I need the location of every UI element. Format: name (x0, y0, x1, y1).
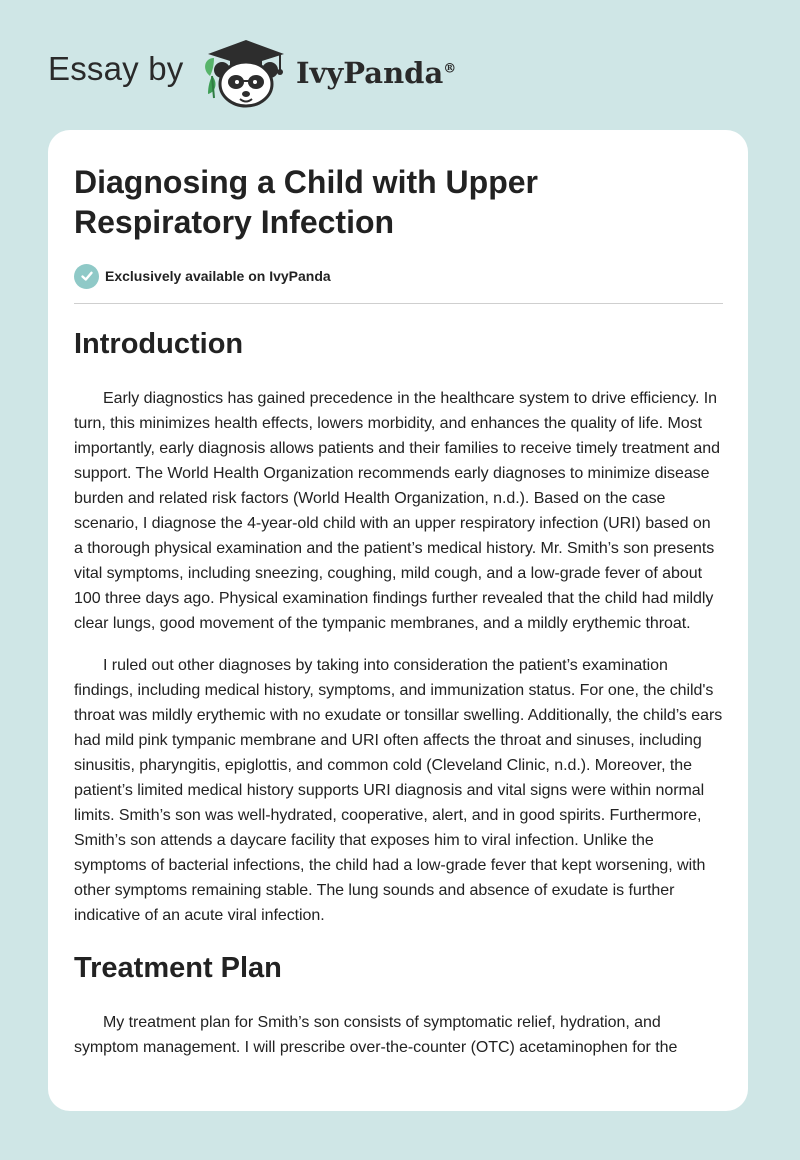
exclusive-badge (74, 264, 331, 288)
paragraph: I ruled out other diagnoses by taking into consideration the patient’s examination findings, including medical history, symptoms, and immunization status. For one, the child's throat was mildly erythemic with no exudate or tonsillar swelling. Additionally, the child’s ears had mild pink tympanic membrane and URI often affects the throat and sinuses, including sinusitis, pharyngitis, epiglottis, and common cold (Cleveland Clinic, n.d.). Moreover, the patient’s limited medical history supports URI diagnosis and vital signs were within normal limits. Smith’s son was well-hydrated, cooperative, alert, and in good spirits. Furthermore, Smith’s son attends a daycare facility that exposes him to viral infection. Unlike the symptoms of bacterial infections, the child had a low-grade fever that kept worsening, with other symptoms remaining stable. The lung sounds and absence of exudate is further indicative of an acute viral infection. (74, 657, 723, 924)
brand-name: IvyPanda (296, 56, 444, 90)
essay-card (48, 130, 748, 1111)
essay-by-label: Essay by (48, 50, 184, 87)
paragraph: Early diagnostics has gained precedence in the healthcare system to drive efficiency. In turn, this minimizes health effects, lowers morbidity, and enhances the quality of life. Most importantly, early diagnosis allows patients and their families to receive timely treatment and support. The World Health Organization recommends early diagnoses to minimize disease burden and related risk factors (World Health Organization, n.d.). Based on the case scenario, I diagnose the 4-year-old child with an upper respiratory infection (URI) based on a thorough physical examination and the patient’s medical history. Mr. Smith’s son presents vital symptoms, including sneezing, coughing, mild cough, and a low-grade fever of about 100 three days ago. Physical examination findings further revealed that the child had mildly clear lungs, good movement of the tympanic membranes, and a mildly erythemic throat. (74, 390, 720, 632)
section-heading-treatment-plan: Treatment Plan (74, 952, 282, 984)
registered-mark: ® (443, 61, 457, 77)
title-divider (74, 303, 723, 304)
paragraph: My treatment plan for Smith’s son consists of symptomatic relief, hydration, and symptom management. I will prescribe over-the-counter (OTC) acetaminophen for the (74, 1014, 678, 1056)
section-heading-introduction: Introduction (74, 328, 244, 360)
exclusive-badge-text: Exclusively available on IvyPanda (105, 268, 331, 284)
brand-logo-text[interactable] (296, 56, 456, 90)
site-header (0, 0, 800, 130)
essay-body (74, 320, 723, 1060)
check-circle-icon (74, 264, 99, 289)
essay-title: Diagnosing a Child with Upper Respiratory Infection (74, 164, 538, 240)
panda-graduation-cap-icon[interactable] (200, 36, 292, 108)
